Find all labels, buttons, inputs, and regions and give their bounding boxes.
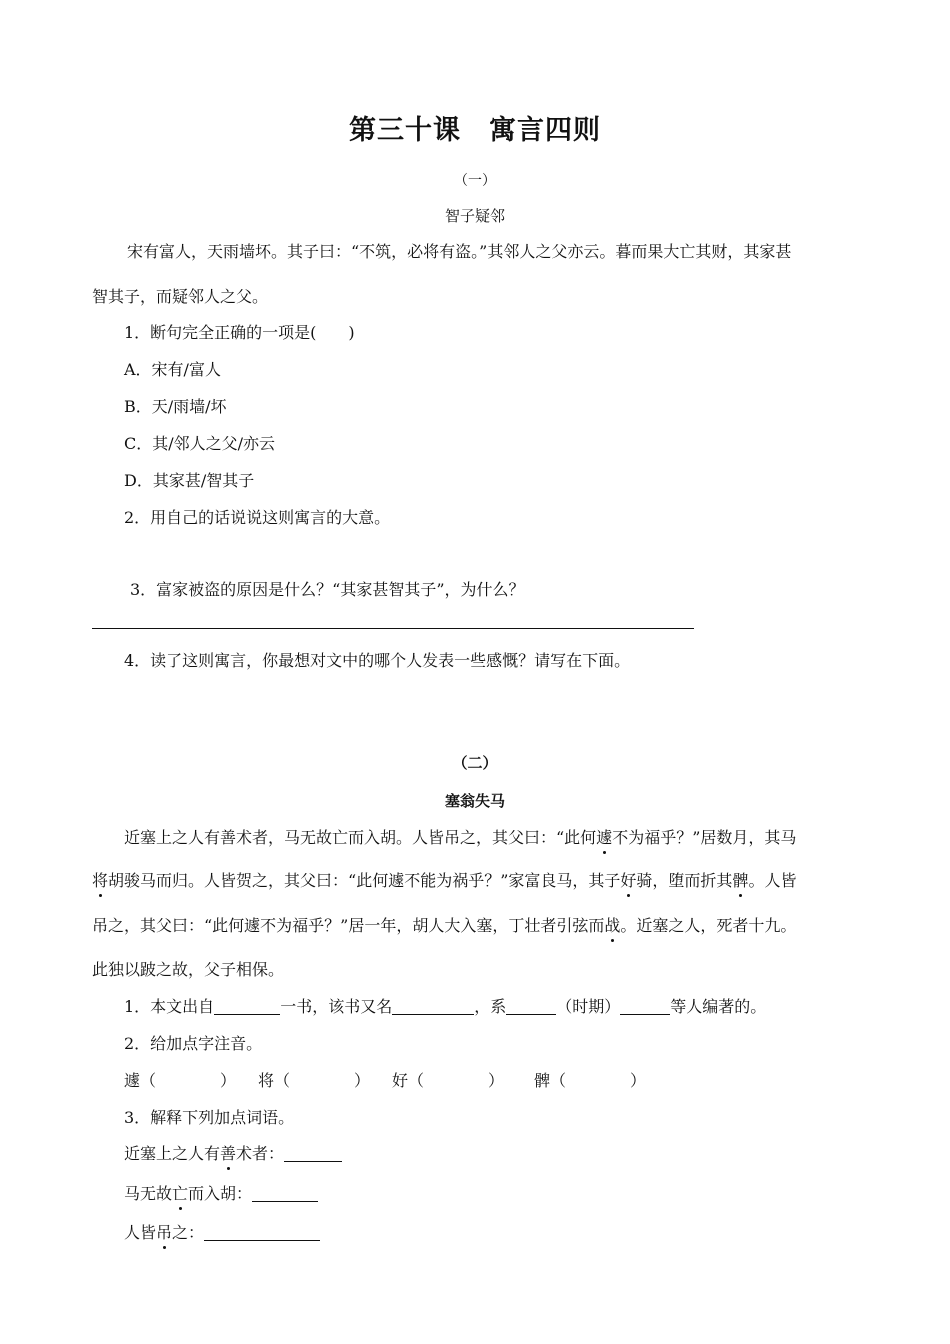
fill-blank[interactable] [392, 998, 474, 1015]
fill-blank[interactable] [284, 1145, 342, 1162]
dotted-char-shan: 善 [220, 1141, 236, 1164]
fill-blank[interactable] [506, 998, 556, 1015]
question-1-1: 1．断句完全正确的一项是( ) [124, 323, 355, 342]
pinyin-item-3: 好（ ） [392, 1071, 505, 1090]
passage-1-line-2: 智其子，而疑邻人之父。 [92, 287, 269, 306]
passage-2-line-4: 此独以跛之故，父子相保。 [92, 960, 285, 979]
dotted-char-wang: 亡 [172, 1181, 188, 1204]
pinyin-item-4: 髀（ ） [534, 1071, 647, 1090]
option-d: D．其家甚/智其子 [124, 471, 255, 490]
option-b: B．天/雨墙/坏 [124, 397, 227, 416]
option-a: A．宋有/富人 [124, 360, 221, 379]
fill-blank[interactable] [252, 1185, 318, 1202]
dotted-char-hao: 好 [620, 868, 636, 891]
fill-blank[interactable] [204, 1224, 320, 1241]
section-number-1: （一） [454, 173, 496, 189]
dotted-char-jiang: 将 [92, 868, 108, 891]
option-c: C．其/邻人之父/亦云 [124, 434, 276, 453]
pinyin-item-1: 遽（ ） [124, 1071, 237, 1090]
fill-blank[interactable] [620, 998, 670, 1015]
explain-item-3: 人皆吊之： [124, 1220, 320, 1243]
question-2-3: 3．解释下列加点词语。 [124, 1108, 295, 1127]
section-number-2: （二） [452, 754, 498, 772]
section-heading-2: 塞翁失马 [444, 792, 505, 810]
explain-item-2: 马无故亡而入胡： [124, 1181, 318, 1204]
dotted-char-bi: 髀 [732, 868, 748, 891]
explain-item-1: 近塞上之人有善术者： [124, 1141, 342, 1164]
question-2-1: 1．本文出自 一书，该书又名 ，系 （时期） 等人编著的。 [124, 997, 767, 1016]
passage-2-line-3: 吊之，其父曰：“此何遽不为福乎？”居一年，胡人大入塞，丁壮者引弦而战。近塞之人，死者十九。 [92, 913, 796, 936]
question-2-2: 2．给加点字注音。 [124, 1034, 263, 1053]
passage-1-line-1: 宋有富人，天雨墙坏。其子曰：“不筑，必将有盗。”其邻人之父亦云。暮而果大亡其财，其家甚 [127, 242, 792, 261]
section-heading-1: 智子疑邻 [444, 207, 505, 225]
answer-line [92, 628, 694, 629]
passage-2-line-1: 近塞上之人有善术者，马无故亡而入胡。人皆吊之，其父曰：“此何遽不为福乎？”居数月，其马 [124, 825, 796, 848]
question-1-3: 3．富家被盗的原因是什么？“其家甚智其子”，为什么？ [130, 580, 525, 599]
dotted-char-ju: 遽 [596, 825, 612, 848]
question-1-4: 4．读了这则寓言，你最想对文中的哪个人发表一些感慨？请写在下面。 [124, 651, 631, 670]
question-1-2: 2．用自己的话说说这则寓言的大意。 [124, 508, 391, 527]
passage-2-line-2: 将胡骏马而归。人皆贺之，其父曰：“此何遽不能为祸乎？”家富良马，其子好骑，堕而折其髀。人皆 [92, 868, 796, 891]
dotted-char-zhan: 战 [604, 913, 620, 936]
fill-blank[interactable] [214, 998, 280, 1015]
page-title: 第三十课 寓言四则 [349, 115, 601, 146]
dotted-char-diao: 吊 [156, 1220, 172, 1243]
pinyin-item-2: 将（ ） [258, 1071, 371, 1090]
